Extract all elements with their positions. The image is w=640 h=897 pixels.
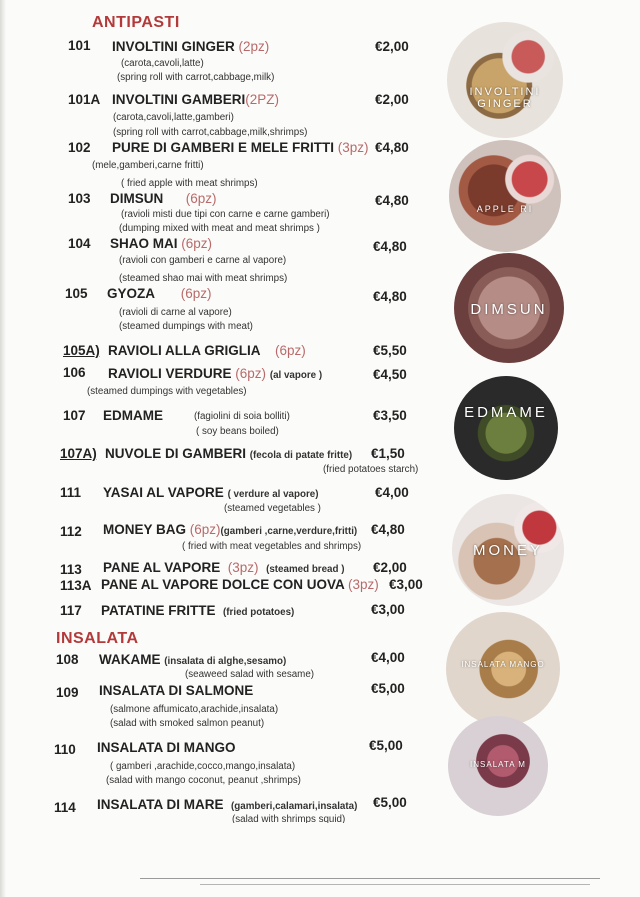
item-description: (steamed dumpings with vegetables) (87, 386, 247, 397)
item-quantity: (6pz) (180, 286, 212, 301)
item-quantity: (3pz) (227, 560, 259, 575)
item-note: (gamberi ,carne,verdure,fritti) (220, 526, 358, 537)
item-price: €3,50 (373, 408, 407, 423)
item-number: 112 (60, 524, 82, 539)
item-price: €5,50 (373, 343, 407, 358)
item-quantity: (6pz) (181, 236, 213, 251)
item-price: €4,80 (373, 239, 407, 254)
item-price: €3,00 (371, 602, 405, 617)
item-name: EDMAME (103, 408, 163, 423)
item-description: (salad with mango coconut, peanut ,shrimps) (106, 775, 301, 786)
item-description: (salad with shrimps squid) (232, 814, 346, 823)
page-edge-shadow (0, 0, 6, 897)
item-price: €2,00 (373, 560, 407, 575)
page-bottom-line (200, 884, 590, 885)
item-description: (seaweed salad with sesame) (185, 669, 315, 680)
photo-dimsun (454, 253, 564, 363)
photo-apple-shrimp (449, 140, 561, 252)
photo-label: EDMAME (464, 404, 548, 421)
item-description: (ravioli misti due tipi con carne e carne gamberi) (121, 209, 330, 220)
photo-money-bag (452, 494, 564, 606)
item-name: RAVIOLI VERDURE (6pz) (al vapore ) (108, 366, 323, 381)
item-note: (gamberi,calamari,insalata) (231, 801, 358, 812)
item-price: €4,50 (373, 367, 407, 382)
item-number: 107A) (60, 446, 97, 461)
item-number: 106 (63, 365, 86, 380)
item-number: 113A (60, 578, 92, 593)
page-bottom-line (140, 878, 600, 879)
item-description: (mele,gamberi,carne fritti) (92, 160, 204, 171)
item-description: (steamed vegetables ) (224, 503, 321, 514)
item-number: 117 (60, 603, 82, 618)
item-description: ( soy beans boiled) (196, 426, 279, 437)
item-price: €5,00 (371, 681, 405, 696)
item-price: €5,00 (373, 795, 407, 810)
item-name: RAVIOLI ALLA GRIGLIA (6pz) (108, 343, 306, 358)
item-price: €1,50 (371, 446, 405, 461)
item-note: (fecola di patate fritte) (249, 450, 353, 461)
item-quantity: (3pz) (337, 140, 369, 155)
item-name: NUVOLE DI GAMBERI (fecola di patate fritte) (105, 446, 353, 461)
item-name: INVOLTINI GINGER (2pz) (112, 39, 270, 54)
item-description: ( fried with meat vegetables and shrimps) (182, 541, 362, 552)
item-note: (steamed bread ) (266, 564, 345, 575)
item-quantity: (6pz) (185, 191, 217, 206)
item-quantity: (2pz) (238, 39, 270, 54)
item-quantity: (6pz) (275, 343, 306, 358)
item-price: €4,80 (371, 522, 405, 537)
item-name: PATATINE FRITTE (fried potatoes) (101, 603, 295, 618)
item-name: DIMSUN (6pz) (110, 191, 217, 206)
item-description: (salad with smoked salmon peanut) (110, 718, 265, 729)
photo-label: INSALATA MANGO (461, 660, 545, 669)
item-description: (fried potatoes starch) (323, 464, 419, 475)
item-name: PURE DI GAMBERI E MELE FRITTI (3pz) (112, 140, 369, 155)
item-price: €4,00 (371, 650, 405, 665)
item-price: €4,80 (375, 193, 409, 208)
item-description: (ravioli con gamberi e carne al vapore) (119, 255, 287, 266)
photo-label: INSALATA M (470, 760, 526, 769)
item-quantity: (3pz) (348, 577, 379, 592)
item-price: €4,80 (375, 140, 409, 155)
item-description: (steamed dumpings with meat) (119, 321, 253, 332)
item-name: PANE AL VAPORE (3pz) (steamed bread ) (103, 560, 345, 575)
item-name: GYOZA (6pz) (107, 286, 212, 301)
item-note: (insalata di alghe,sesamo) (164, 656, 287, 667)
item-description: ( gamberi ,arachide,cocco,mango,insalata) (110, 761, 296, 772)
item-number: 109 (56, 685, 79, 700)
item-name: INSALATA DI SALMONE (99, 683, 254, 698)
item-number: 113 (60, 562, 82, 577)
item-description: (dumping mixed with meat and meat shrimps ) (119, 223, 320, 234)
photo-involtini-ginger (447, 22, 563, 138)
photo-label: INVOLTINI GINGER (469, 86, 541, 110)
item-number: 104 (68, 236, 91, 251)
item-price: €3,00 (389, 577, 423, 592)
item-number: 101 (68, 38, 91, 53)
item-number: 105 (65, 286, 88, 301)
item-number: 101A (68, 92, 101, 107)
item-name: WAKAME (insalata di alghe,sesamo) (99, 652, 287, 667)
photo-insalata-mare (448, 716, 548, 816)
item-quantity: (6pz) (189, 522, 221, 537)
item-number: 107 (63, 408, 86, 423)
item-number: 102 (68, 140, 91, 155)
photo-insalata-mango (446, 612, 560, 726)
item-note: (fagiolini di soia bolliti) (194, 411, 290, 422)
item-name: MONEY BAG (6pz)(gamberi ,carne,verdure,fritti) (103, 522, 358, 537)
item-quantity: (6pz) (235, 366, 267, 381)
item-price: €2,00 (375, 92, 409, 107)
item-note: ( verdure al vapore) (227, 489, 319, 500)
item-number: 114 (54, 800, 76, 815)
photo-label: APPLE RI (476, 204, 534, 214)
item-number: 105A) (63, 343, 100, 358)
item-price: €4,00 (375, 485, 409, 500)
photo-label: DIMSUN (470, 301, 548, 318)
photo-edmame (454, 376, 558, 480)
section-title-antipasti: ANTIPASTI (92, 14, 180, 31)
item-name: YASAI AL VAPORE ( verdure al vapore) (103, 485, 319, 500)
item-quantity: (2PZ) (245, 92, 279, 107)
item-number: 108 (56, 652, 79, 667)
item-price: €5,00 (369, 738, 403, 753)
item-description: (carota,cavoli,latte) (121, 58, 204, 69)
item-description: (steamed shao mai with meat shrimps) (119, 273, 288, 284)
item-description: (spring roll with carrot,cabbage,milk,shrimps) (113, 127, 308, 138)
item-name: INVOLTINI GAMBERI(2PZ) (112, 92, 279, 107)
photo-label: MONEY (472, 542, 543, 559)
item-price: €2,00 (375, 39, 409, 54)
item-description: ( fried apple with meat shrimps) (121, 178, 258, 189)
item-number: 110 (54, 742, 76, 757)
item-number: 103 (68, 191, 91, 206)
item-description: (ravioli di carne al vapore) (119, 307, 232, 318)
item-number: 111 (60, 485, 82, 500)
item-name: PANE AL VAPORE DOLCE CON UOVA (3pz) (101, 577, 379, 592)
item-description: (carota,cavoli,latte,gamberi) (113, 112, 234, 123)
item-note: (fried potatoes) (223, 607, 295, 618)
item-description: (spring roll with carrot,cabbage,milk) (117, 72, 275, 83)
item-note: (al vapore ) (269, 370, 323, 381)
item-name: SHAO MAI (6pz) (110, 236, 213, 251)
item-description: (salmone affumicato,arachide,insalata) (110, 704, 279, 715)
item-name: INSALATA DI MARE (gamberi,calamari,insalata) (97, 797, 358, 812)
section-title-insalata: INSALATA (56, 630, 139, 647)
item-name: INSALATA DI MANGO (97, 740, 236, 755)
item-price: €4,80 (373, 289, 407, 304)
